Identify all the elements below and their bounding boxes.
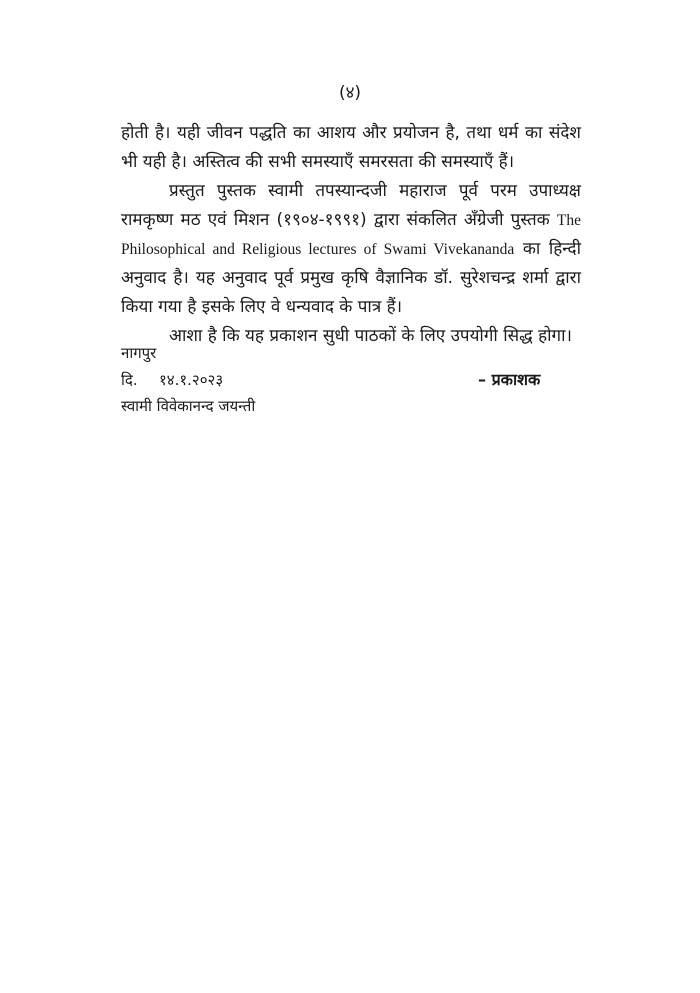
paragraph-2-text-after: का हिन्दी अनुवाद है। यह अनुवाद पूर्व प्रमुख कृषि वैज्ञानिक डॉ. सुरेशचन्द्र शर्मा द्वारा किया गया है इसके लिए वे धन्यवाद के पात्र हैं। bbox=[121, 239, 581, 317]
paragraph-3: आशा है कि यह प्रकाशन सुधी पाठकों के लिए उपयोगी सिद्ध होगा। bbox=[169, 326, 572, 346]
signoff-date: १४.१.२०२३ bbox=[159, 371, 224, 389]
signoff-date-label: दि. bbox=[121, 371, 138, 389]
page-number: (४) bbox=[338, 83, 362, 103]
signoff-place: नागपुर bbox=[121, 344, 157, 362]
signoff-occasion: स्वामी विवेकानन्द जयन्ती bbox=[121, 397, 256, 415]
paragraph-1: होती है। यही जीवन पद्धति का आशय और प्रयोजन है, तथा धर्म का संदेश भी यही है। अस्तित्व की सभी समस्याएँ समरसता की समस्याएँ हैं। bbox=[121, 123, 581, 172]
paragraph-2 bbox=[121, 177, 581, 322]
english-book-title: The Philosophical and Religious lectures of Swami Vivekananda bbox=[121, 212, 581, 258]
signoff-publisher: – प्रकाशक bbox=[478, 370, 541, 389]
paragraph-2-text-before: प्रस्तुत पुस्तक स्वामी तपस्यान्दजी महाराज पूर्व परम उपाध्यक्ष रामकृष्ण मठ एवं मिशन (१९०४-१९९१) द्वारा संकलित अँग्रेजी पुस्तक bbox=[121, 181, 581, 230]
body-text bbox=[121, 119, 581, 351]
